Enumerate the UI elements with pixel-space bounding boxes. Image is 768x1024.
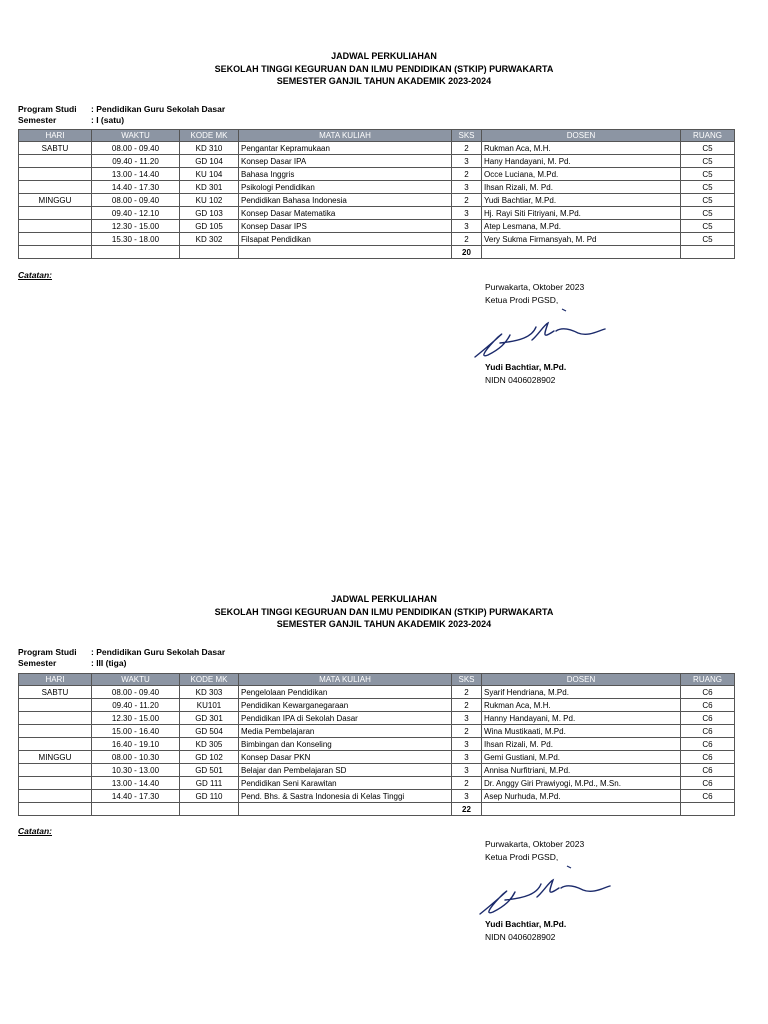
- cell-kode-mk: GD 111: [180, 777, 239, 790]
- col-header-hari: HARI: [19, 130, 92, 142]
- cell-mata-kuliah: Pendidikan Bahasa Indonesia: [239, 194, 452, 207]
- col-header-mata-kuliah: MATA KULIAH: [239, 130, 452, 142]
- cell-sks: 2: [452, 686, 482, 699]
- cell-dosen: Dr. Anggy Giri Prawiyogi, M.Pd., M.Sn.: [482, 777, 681, 790]
- cell-kode-mk: KD 303: [180, 686, 239, 699]
- col-header-waktu: WAKTU: [92, 130, 180, 142]
- cell-dosen: Asep Nurhuda, M.Pd.: [482, 790, 681, 803]
- cell-sks: 2: [452, 168, 482, 181]
- cell-waktu: 13.00 - 14.40: [92, 168, 180, 181]
- institution-title: SEKOLAH TINGGI KEGURUAN DAN ILMU PENDIDIKAN (STKIP) PURWAKARTA: [214, 606, 554, 617]
- cell-dosen: Occe Luciana, M.Pd.: [482, 168, 681, 181]
- cell-kode-mk: GD 102: [180, 751, 239, 764]
- cell-kode-mk: GD 103: [180, 207, 239, 220]
- cell-dosen: Atep Lesmana, M.Pd.: [482, 220, 681, 233]
- signer-nidn: NIDN 0406028902: [485, 375, 556, 385]
- table-row: [19, 168, 735, 181]
- cell-hari: [19, 181, 92, 194]
- cell-ruang: C5: [681, 233, 735, 246]
- empty-cell: [92, 246, 180, 259]
- cell-ruang: C6: [681, 699, 735, 712]
- cell-ruang: C6: [681, 686, 735, 699]
- signature-block-2: [485, 838, 584, 864]
- total-sks: 22: [452, 803, 482, 816]
- cell-mata-kuliah: Konsep Dasar PKN: [239, 751, 452, 764]
- signer-role: Ketua Prodi PGSD,: [485, 852, 559, 862]
- signer-nidn: NIDN 0406028902: [485, 932, 556, 942]
- empty-cell: [239, 246, 452, 259]
- doc-title: JADWAL PERKULIAHAN: [331, 51, 437, 61]
- cell-kode-mk: GD 105: [180, 220, 239, 233]
- cell-waktu: 08.00 - 09.40: [92, 142, 180, 155]
- cell-mata-kuliah: Konsep Dasar Matematika: [239, 207, 452, 220]
- empty-cell: [19, 246, 92, 259]
- cell-kode-mk: KD 305: [180, 738, 239, 751]
- schedule-table-1: [18, 129, 735, 259]
- cell-kode-mk: KU101: [180, 699, 239, 712]
- cell-dosen: Ihsan Rizali, M. Pd.: [482, 738, 681, 751]
- cell-dosen: Ihsan Rizali, M. Pd.: [482, 181, 681, 194]
- total-row: [19, 246, 735, 259]
- cell-kode-mk: KU 104: [180, 168, 239, 181]
- total-sks: 20: [452, 246, 482, 259]
- cell-ruang: C6: [681, 751, 735, 764]
- cell-waktu: 15.30 - 18.00: [92, 233, 180, 246]
- institution-title: SEKOLAH TINGGI KEGURUAN DAN ILMU PENDIDIKAN (STKIP) PURWAKARTA: [214, 63, 554, 74]
- signature-block-1: [485, 281, 584, 307]
- cell-mata-kuliah: Pendidikan Seni Karawitan: [239, 777, 452, 790]
- cell-dosen: Annisa Nurfitriani, M.Pd.: [482, 764, 681, 777]
- signer-block-1: [485, 361, 566, 387]
- cell-sks: 3: [452, 155, 482, 168]
- cell-sks: 2: [452, 777, 482, 790]
- cell-waktu: 14.40 - 17.30: [92, 790, 180, 803]
- table-row: [19, 233, 735, 246]
- cell-waktu: 09.40 - 11.20: [92, 155, 180, 168]
- cell-kode-mk: KD 310: [180, 142, 239, 155]
- place-date: Purwakarta, Oktober 2023: [485, 839, 585, 849]
- cell-kode-mk: KU 102: [180, 194, 239, 207]
- col-header-sks: SKS: [452, 130, 482, 142]
- cell-waktu: 13.00 - 14.40: [92, 777, 180, 790]
- cell-waktu: 15.00 - 16.40: [92, 725, 180, 738]
- cell-sks: 3: [452, 207, 482, 220]
- table-row: [19, 142, 735, 155]
- signature-image: [470, 305, 615, 363]
- signer-role: Ketua Prodi PGSD,: [485, 295, 559, 305]
- cell-waktu: 10.30 - 13.00: [92, 764, 180, 777]
- cell-hari: MINGGU: [19, 194, 92, 207]
- empty-cell: [482, 803, 681, 816]
- table-row: [19, 777, 735, 790]
- cell-sks: 2: [452, 142, 482, 155]
- table-row: [19, 181, 735, 194]
- col-header-kode-mk: KODE MK: [180, 130, 239, 142]
- semester-label: Semester: [18, 115, 57, 125]
- col-header-mata-kuliah: MATA KULIAH: [239, 674, 452, 686]
- cell-waktu: 12.30 - 15.00: [92, 220, 180, 233]
- cell-sks: 3: [452, 790, 482, 803]
- semester-title: SEMESTER GANJIL TAHUN AKADEMIK 2023-2024: [276, 76, 492, 86]
- table-row: [19, 725, 735, 738]
- cell-sks: 3: [452, 181, 482, 194]
- table-row: [19, 790, 735, 803]
- cell-mata-kuliah: Pendidikan Kewarganegaraan: [239, 699, 452, 712]
- meta-block-2: [18, 647, 225, 669]
- semester-label: Semester: [18, 658, 57, 668]
- cell-hari: [19, 777, 92, 790]
- cell-waktu: 12.30 - 15.00: [92, 712, 180, 725]
- cell-waktu: 08.00 - 09.40: [92, 194, 180, 207]
- cell-hari: [19, 764, 92, 777]
- col-header-dosen: DOSEN: [482, 674, 681, 686]
- signer-block-2: [485, 918, 566, 944]
- cell-sks: 3: [452, 220, 482, 233]
- cell-mata-kuliah: Konsep Dasar IPS: [239, 220, 452, 233]
- cell-sks: 3: [452, 751, 482, 764]
- cell-kode-mk: GD 504: [180, 725, 239, 738]
- cell-hari: [19, 699, 92, 712]
- col-header-ruang: RUANG: [681, 130, 735, 142]
- program-label: Program Studi: [18, 647, 77, 657]
- cell-dosen: Gemi Gustiani, M.Pd.: [482, 751, 681, 764]
- schedule-table-2: [18, 673, 735, 816]
- cell-kode-mk: KD 301: [180, 181, 239, 194]
- schedule-block-2: [0, 593, 768, 631]
- table-row: [19, 686, 735, 699]
- table-row: [19, 194, 735, 207]
- empty-cell: [180, 803, 239, 816]
- cell-ruang: C5: [681, 155, 735, 168]
- table-row: [19, 712, 735, 725]
- catatan-label: Catatan:: [18, 270, 53, 280]
- cell-dosen: Syarif Hendriana, M.Pd.: [482, 686, 681, 699]
- semester-value: : I (satu): [91, 115, 125, 125]
- cell-ruang: C5: [681, 142, 735, 155]
- meta-block-1: [18, 104, 225, 126]
- cell-waktu: 08.00 - 10.30: [92, 751, 180, 764]
- cell-sks: 3: [452, 764, 482, 777]
- cell-ruang: C5: [681, 194, 735, 207]
- semester-title: SEMESTER GANJIL TAHUN AKADEMIK 2023-2024: [276, 619, 492, 629]
- cell-hari: [19, 207, 92, 220]
- cell-dosen: Yudi Bachtiar, M.Pd.: [482, 194, 681, 207]
- col-header-ruang: RUANG: [681, 674, 735, 686]
- cell-hari: [19, 725, 92, 738]
- col-header-waktu: WAKTU: [92, 674, 180, 686]
- cell-hari: [19, 220, 92, 233]
- table-row: [19, 155, 735, 168]
- empty-cell: [681, 803, 735, 816]
- cell-hari: [19, 168, 92, 181]
- table-row: [19, 220, 735, 233]
- cell-waktu: 09.40 - 12.10: [92, 207, 180, 220]
- catatan-label: Catatan:: [18, 826, 53, 836]
- cell-ruang: C6: [681, 738, 735, 751]
- col-header-hari: HARI: [19, 674, 92, 686]
- cell-ruang: C6: [681, 725, 735, 738]
- col-header-dosen: DOSEN: [482, 130, 681, 142]
- empty-cell: [681, 246, 735, 259]
- cell-ruang: C6: [681, 712, 735, 725]
- col-header-kode-mk: KODE MK: [180, 674, 239, 686]
- empty-cell: [239, 803, 452, 816]
- cell-mata-kuliah: Belajar dan Pembelajaran SD: [239, 764, 452, 777]
- signature-image: [470, 862, 615, 920]
- cell-hari: [19, 712, 92, 725]
- cell-sks: 2: [452, 699, 482, 712]
- cell-dosen: Rukman Aca, M.H.: [482, 699, 681, 712]
- place-date: Purwakarta, Oktober 2023: [485, 282, 585, 292]
- program-value: : Pendidikan Guru Sekolah Dasar: [91, 104, 226, 114]
- cell-kode-mk: KD 302: [180, 233, 239, 246]
- cell-dosen: Hanny Handayani, M. Pd.: [482, 712, 681, 725]
- cell-kode-mk: GD 301: [180, 712, 239, 725]
- cell-hari: [19, 155, 92, 168]
- cell-ruang: C5: [681, 168, 735, 181]
- empty-cell: [92, 803, 180, 816]
- cell-dosen: Hj. Rayi Siti Fitriyani, M.Pd.: [482, 207, 681, 220]
- semester-value: : III (tiga): [91, 658, 127, 668]
- cell-ruang: C6: [681, 790, 735, 803]
- signer-name: Yudi Bachtiar, M.Pd.: [485, 362, 567, 372]
- cell-kode-mk: GD 501: [180, 764, 239, 777]
- total-row: [19, 803, 735, 816]
- cell-sks: 2: [452, 725, 482, 738]
- cell-mata-kuliah: Bahasa Inggris: [239, 168, 452, 181]
- cell-sks: 2: [452, 194, 482, 207]
- empty-cell: [19, 803, 92, 816]
- table-row: [19, 751, 735, 764]
- cell-hari: [19, 233, 92, 246]
- cell-mata-kuliah: Pendidikan IPA di Sekolah Dasar: [239, 712, 452, 725]
- table-row: [19, 764, 735, 777]
- cell-ruang: C6: [681, 777, 735, 790]
- doc-title: JADWAL PERKULIAHAN: [331, 594, 437, 604]
- col-header-sks: SKS: [452, 674, 482, 686]
- cell-sks: 2: [452, 233, 482, 246]
- cell-sks: 3: [452, 738, 482, 751]
- cell-mata-kuliah: Bimbingan dan Konseling: [239, 738, 452, 751]
- cell-hari: [19, 790, 92, 803]
- table-row: [19, 699, 735, 712]
- cell-hari: MINGGU: [19, 751, 92, 764]
- cell-mata-kuliah: Pengelolaan Pendidikan: [239, 686, 452, 699]
- cell-mata-kuliah: Pend. Bhs. & Sastra Indonesia di Kelas Tinggi: [239, 790, 452, 803]
- empty-cell: [180, 246, 239, 259]
- signer-name: Yudi Bachtiar, M.Pd.: [485, 919, 567, 929]
- cell-mata-kuliah: Konsep Dasar IPA: [239, 155, 452, 168]
- table-header-row: [19, 130, 735, 142]
- cell-ruang: C6: [681, 764, 735, 777]
- cell-ruang: C5: [681, 181, 735, 194]
- cell-waktu: 08.00 - 09.40: [92, 686, 180, 699]
- cell-ruang: C5: [681, 207, 735, 220]
- cell-mata-kuliah: Filsapat Pendidikan: [239, 233, 452, 246]
- cell-dosen: Very Sukma Firmansyah, M. Pd: [482, 233, 681, 246]
- cell-hari: SABTU: [19, 686, 92, 699]
- cell-kode-mk: GD 104: [180, 155, 239, 168]
- cell-hari: [19, 738, 92, 751]
- cell-waktu: 14.40 - 17.30: [92, 181, 180, 194]
- cell-waktu: 09.40 - 11.20: [92, 699, 180, 712]
- cell-mata-kuliah: Pengantar Kepramukaan: [239, 142, 452, 155]
- table-header-row: [19, 674, 735, 686]
- cell-hari: SABTU: [19, 142, 92, 155]
- program-label: Program Studi: [18, 104, 77, 114]
- empty-cell: [482, 246, 681, 259]
- table-row: [19, 207, 735, 220]
- schedule-block-1: [0, 50, 768, 88]
- cell-mata-kuliah: Psikologi Pendidikan: [239, 181, 452, 194]
- cell-mata-kuliah: Media Pembelajaran: [239, 725, 452, 738]
- table-row: [19, 738, 735, 751]
- cell-kode-mk: GD 110: [180, 790, 239, 803]
- cell-dosen: Rukman Aca, M.H.: [482, 142, 681, 155]
- cell-sks: 3: [452, 712, 482, 725]
- cell-dosen: Hany Handayani, M. Pd.: [482, 155, 681, 168]
- cell-ruang: C5: [681, 220, 735, 233]
- cell-waktu: 16.40 - 19.10: [92, 738, 180, 751]
- cell-dosen: Wina Mustikaati, M.Pd.: [482, 725, 681, 738]
- program-value: : Pendidikan Guru Sekolah Dasar: [91, 647, 226, 657]
